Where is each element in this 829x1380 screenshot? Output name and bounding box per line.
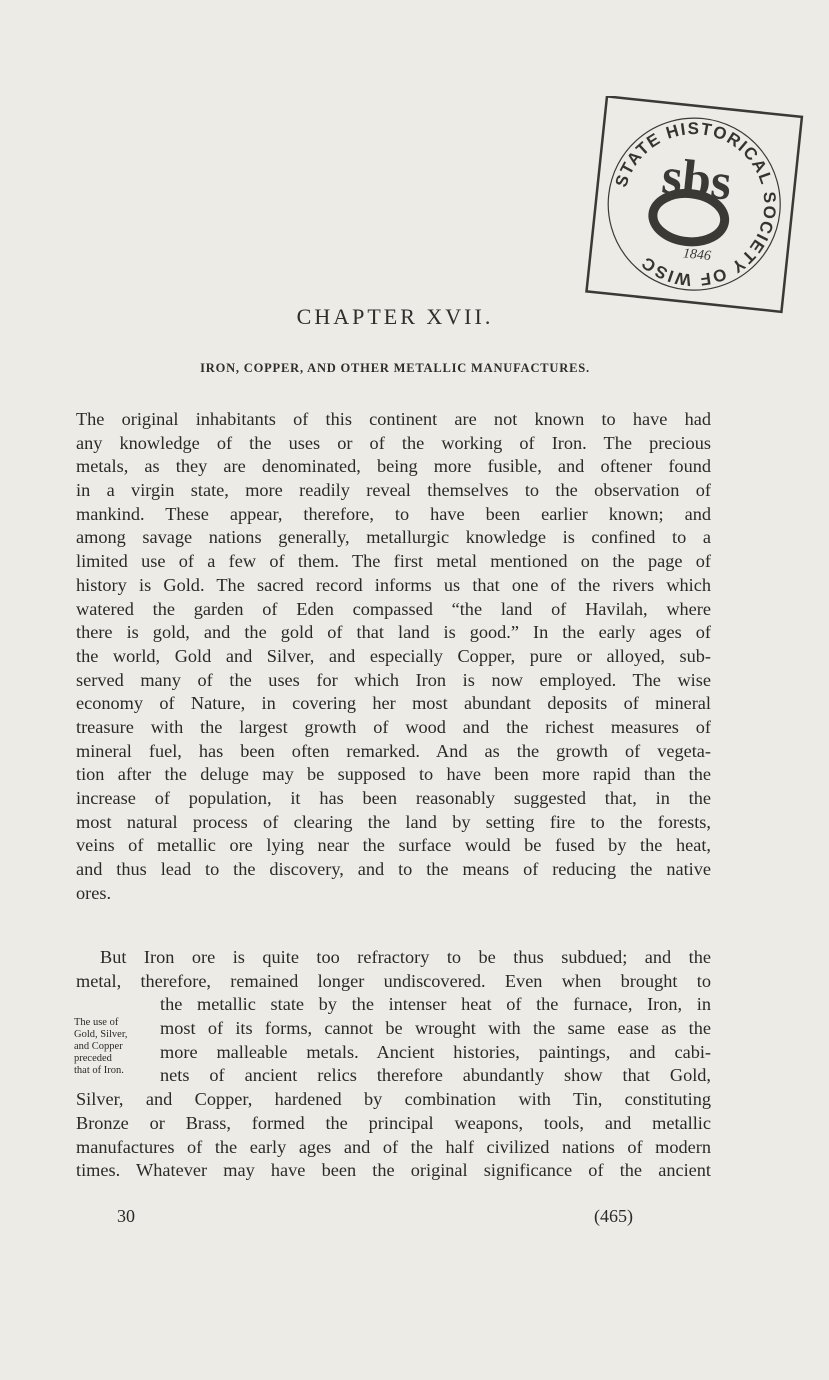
margin-note	[74, 1017, 160, 1077]
text-line: mineral fuel, has been often remarked. And as the growth of vegeta-	[76, 740, 711, 761]
text-line: in a virgin state, more readily reveal themselves to the observation of	[76, 480, 711, 501]
text-line: and thus lead to the discovery, and to the means of reducing the native	[76, 859, 711, 880]
text-line: the world, Gold and Silver, and especially Copper, pure or alloyed, sub-	[76, 645, 711, 666]
signature-mark: 30	[117, 1206, 135, 1226]
stamp-year: 1846	[682, 246, 712, 265]
text-line: watered the garden of Eden compassed “the land of Havilah, where	[76, 598, 711, 619]
text-line: most of its forms, cannot be wrought with the same ease as the	[160, 1018, 711, 1039]
text-line: treasure with the largest growth of wood and the richest measures of	[76, 716, 711, 737]
library-stamp	[582, 96, 804, 316]
margin-note-line: that of Iron.	[74, 1065, 124, 1076]
text-line: among savage nations generally, metallurgic knowledge is confined to a	[76, 527, 711, 548]
text-line: metal, therefore, remained longer undiscovered. Even when brought to	[76, 970, 711, 991]
text-line: served many of the uses for which Iron is now employed. The wise	[76, 669, 711, 690]
text-line: ores.	[76, 882, 112, 903]
chapter-subtitle: IRON, COPPER, AND OTHER METALLIC MANUFACTURES.	[200, 361, 590, 375]
text-line: the metallic state by the intenser heat of the furnace, Iron, in	[160, 994, 711, 1015]
text-line: history is Gold. The sacred record informs us that one of the rivers which	[76, 574, 711, 595]
text-line: there is gold, and the gold of that land is good.” In the early ages of	[76, 622, 711, 643]
text-line: most natural process of clearing the land by setting fire to the forests,	[76, 811, 711, 832]
margin-note-line: The use of	[74, 1017, 119, 1028]
text-line: tion after the deluge may be supposed to have been more rapid than the	[76, 764, 711, 785]
paragraph-1	[76, 408, 711, 905]
text-line: more malleable metals. Ancient histories, paintings, and cabi-	[160, 1041, 711, 1062]
text-line: limited use of a few of them. The first metal mentioned on the page of	[76, 551, 711, 572]
stamp-ring-text: STATE HISTORICAL SOCIETY OF WISC	[611, 119, 780, 290]
margin-note-line: preceded	[74, 1053, 112, 1064]
text-line: times. Whatever may have been the original significance of the ancient	[76, 1160, 711, 1181]
text-line: economy of Nature, in covering her most abundant deposits of mineral	[76, 693, 711, 714]
margin-note-line: Gold, Silver,	[74, 1029, 128, 1040]
text-line: The original inhabitants of this continent are not known to have had	[76, 409, 711, 429]
text-line: Silver, and Copper, hardened by combination with Tin, constituting	[76, 1089, 711, 1110]
text-line: Bronze or Brass, formed the principal weapons, tools, and metallic	[76, 1112, 711, 1133]
stamp-graphic	[582, 96, 804, 316]
text-line: any knowledge of the uses or of the working of Iron. The precious	[76, 432, 711, 453]
chapter-title: CHAPTER XVII.	[296, 304, 494, 329]
text-line: increase of population, it has been reasonably suggested that, in the	[76, 788, 711, 808]
paragraph-2	[76, 946, 711, 1183]
text-line: But Iron ore is quite too refractory to be thus subdued; and the	[100, 947, 711, 967]
text-line: nets of ancient relics therefore abundantly show that Gold,	[160, 1065, 711, 1086]
text-line: mankind. These appear, therefore, to have been earlier known; and	[76, 503, 711, 524]
page-number: (465)	[594, 1206, 633, 1226]
text-line: veins of metallic ore lying near the surface would be fused by the heat,	[76, 835, 711, 856]
stamp-monogram: sbs	[659, 147, 735, 212]
text-line: manufactures of the early ages and of the half civilized nations of modern	[76, 1136, 711, 1157]
margin-note-line: and Copper	[74, 1041, 123, 1052]
text-line: metals, as they are denominated, being more fusible, and oftener found	[76, 456, 711, 477]
